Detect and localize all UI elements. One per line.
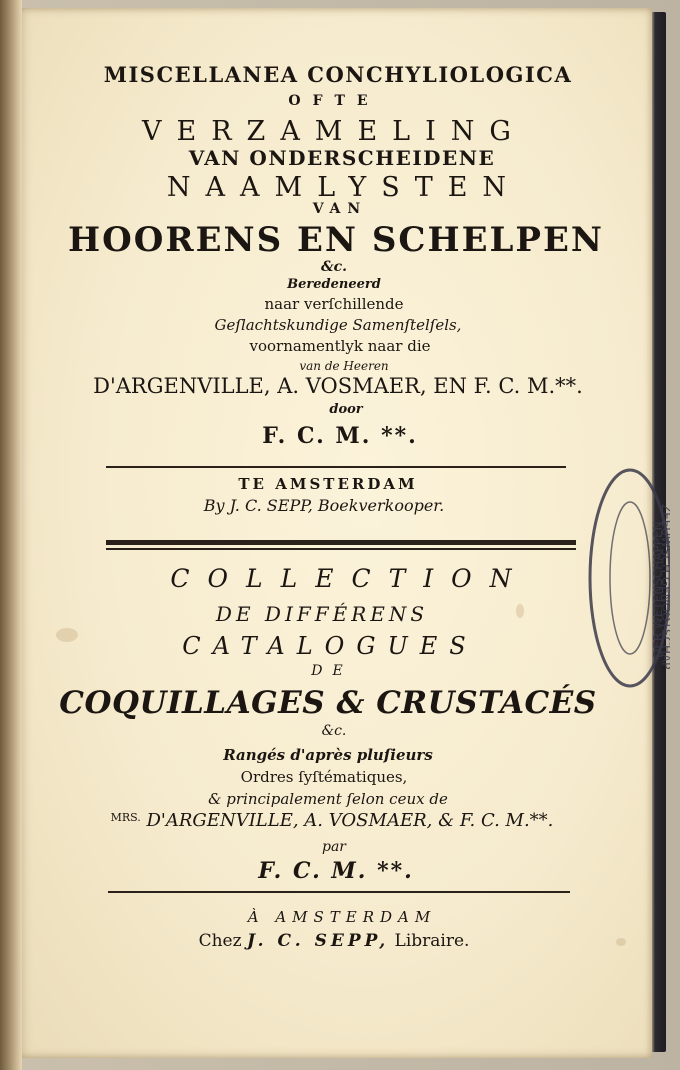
- french-title-line-3: CATALOGUES: [182, 632, 478, 660]
- imprint-publisher-french: [16, 933, 652, 950]
- double-rule-thick: [106, 540, 576, 545]
- french-etc: &c.: [321, 723, 347, 739]
- title-line-4: VAN ONDERSCHEIDENE: [188, 146, 496, 170]
- french-subtitle-principalement: & principalement ſelon ceux de: [208, 790, 448, 808]
- divider-rule: [108, 891, 570, 893]
- author-dutch: F. C. M. **.: [262, 423, 418, 449]
- french-title-main: COQUILLAGES & CRUSTACÉS: [59, 685, 597, 721]
- imprint-publisher-name: J. C. SEPP,: [246, 931, 390, 951]
- svg-text:ZEEUWSCH GENOOTSCHAP: ZEEUWSCH GENOOTSCHAP: [659, 504, 670, 670]
- subtitle-voornamentlyk: voornamentlyk naar die: [249, 337, 431, 355]
- authors-french: [14, 812, 650, 830]
- double-rule-thin: [106, 548, 576, 550]
- subtitle-naar: naar verſchillende: [264, 295, 404, 313]
- title-page-text: [16, 8, 652, 1058]
- title-etc: &c.: [320, 259, 348, 275]
- subtitle-heeren: van de Heeren: [299, 359, 389, 373]
- library-stamp: [574, 458, 670, 698]
- authors-french-names: D'ARGENVILLE, A. VOSMAER, & F. C. M.**.: [146, 810, 554, 831]
- by-dutch: door: [329, 402, 363, 417]
- french-subtitle-ranges: Rangés d'après pluſieurs: [223, 746, 433, 764]
- title-line-6: VAN: [312, 201, 368, 217]
- french-subtitle-ordres: Ordres ſyſtématiques,: [240, 768, 408, 786]
- book-gutter: [0, 0, 22, 1070]
- title-line-2: OFTE: [288, 93, 380, 109]
- title-line-5: NAAMLYSTEN: [166, 172, 522, 203]
- title-line-1: MISCELLANEA CONCHYLIOLOGICA: [103, 62, 573, 87]
- french-title-line-4: DE: [311, 663, 353, 679]
- authors-dutch: D'ARGENVILLE, A. VOSMAER, EN F. C. M.**.: [93, 374, 583, 398]
- svg-text:DER WETENSCHAPPEN: DER WETENSCHAPPEN: [651, 521, 665, 658]
- subtitle-geslacht: Geſlachtskundige Samenſtelſels,: [214, 316, 462, 334]
- french-title-line-1: COLLECTION: [170, 564, 530, 593]
- french-title-line-2: DE DIFFÉRENS: [215, 602, 429, 626]
- author-french: F. C. M. **.: [258, 858, 414, 884]
- library-stamp-seal: [574, 458, 670, 698]
- by-french: par: [321, 839, 346, 855]
- title-line-3: VERZAMELING: [142, 116, 526, 147]
- imprint-libraire: Libraire.: [394, 931, 470, 951]
- mrs-prefix: MRS.: [110, 811, 141, 824]
- title-main: HOORENS EN SCHELPEN: [68, 220, 604, 260]
- subtitle-beredeneerd: Beredeneerd: [287, 277, 381, 292]
- imprint-publisher-dutch: By J. C. SEPP, Boekverkooper.: [203, 496, 445, 515]
- imprint-chez: Chez: [198, 931, 242, 951]
- title-page: [16, 8, 670, 1058]
- imprint-place-french: À AMSTERDAM: [247, 908, 437, 926]
- divider-rule: [106, 466, 566, 468]
- imprint-place-dutch: TE AMSTERDAM: [238, 475, 418, 493]
